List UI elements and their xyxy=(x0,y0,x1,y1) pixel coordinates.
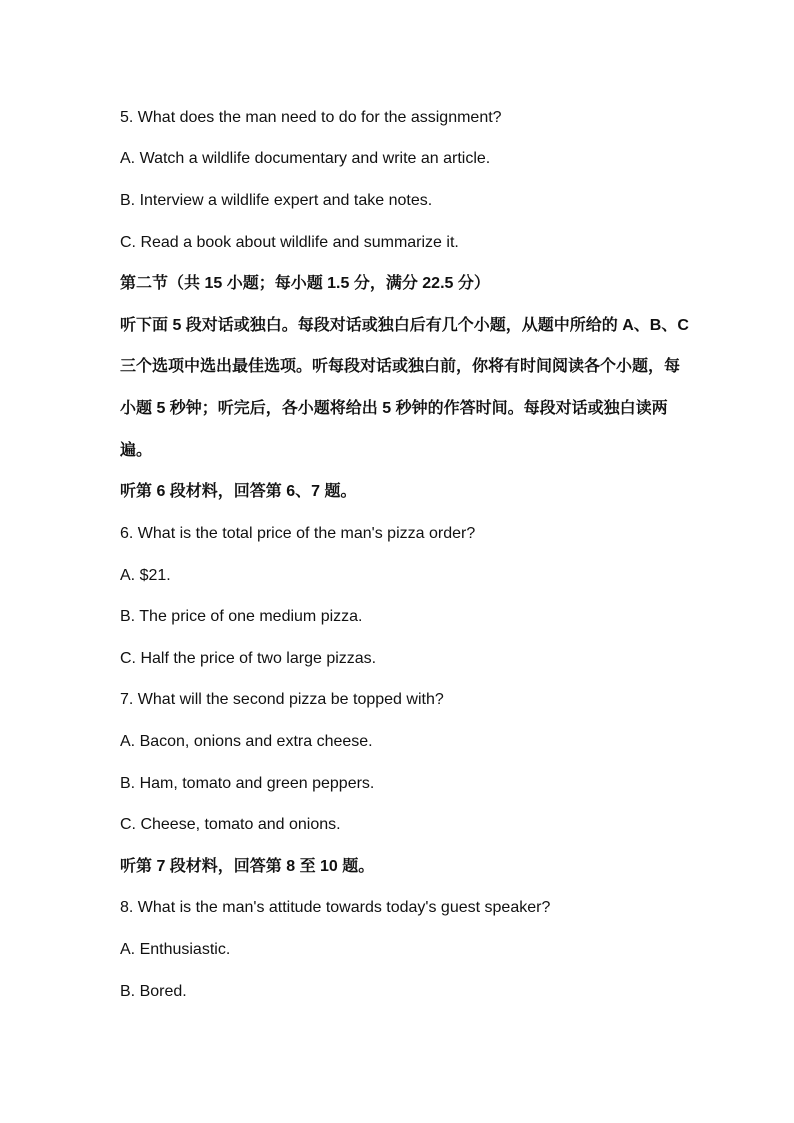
question-6-option-b: B. The price of one medium pizza. xyxy=(120,608,363,625)
question-6-option-c: C. Half the price of two large pizzas. xyxy=(120,650,377,667)
question-7-option-c: C. Cheese, tomato and onions. xyxy=(120,816,341,833)
question-5-option-b: B. Interview a wildlife expert and take notes. xyxy=(120,192,433,209)
section-heading: 第二节（共 15 小题；每小题 1.5 分，满分 22.5 分） xyxy=(120,275,490,292)
question-6-option-a: A. $21. xyxy=(120,567,171,584)
question-8-option-a: A. Enthusiastic. xyxy=(120,941,231,958)
question-5-text: 5. What does the man need to do for the assignment? xyxy=(120,109,502,126)
question-7-text: 7. What will the second pizza be topped with? xyxy=(120,691,444,708)
instructions-line-1: 听下面 5 段对话或独白。每段对话或独白后有几个小题，从题中所给的 A、B、C xyxy=(120,317,689,334)
instructions-line-4: 遍。 xyxy=(120,442,153,459)
question-8-text: 8. What is the man's attitude towards today's guest speaker? xyxy=(120,899,551,916)
material-7-heading: 听第 7 段材料，回答第 8 至 10 题。 xyxy=(120,858,375,875)
question-7-option-a: A. Bacon, onions and extra cheese. xyxy=(120,733,373,750)
question-7-option-b: B. Ham, tomato and green peppers. xyxy=(120,775,375,792)
instructions-line-2: 三个选项中选出最佳选项。听每段对话或独白前，你将有时间阅读各个小题，每 xyxy=(120,358,681,375)
material-6-heading: 听第 6 段材料，回答第 6、7 题。 xyxy=(120,483,357,500)
question-8-option-b: B. Bored. xyxy=(120,983,187,1000)
question-5-option-c: C. Read a book about wildlife and summarize it. xyxy=(120,234,459,251)
instructions-line-3: 小题 5 秒钟；听完后，各小题将给出 5 秒钟的作答时间。每段对话或独白读两 xyxy=(120,400,668,417)
question-6-text: 6. What is the total price of the man's pizza order? xyxy=(120,525,476,542)
question-5-option-a: A. Watch a wildlife documentary and write an article. xyxy=(120,150,491,167)
